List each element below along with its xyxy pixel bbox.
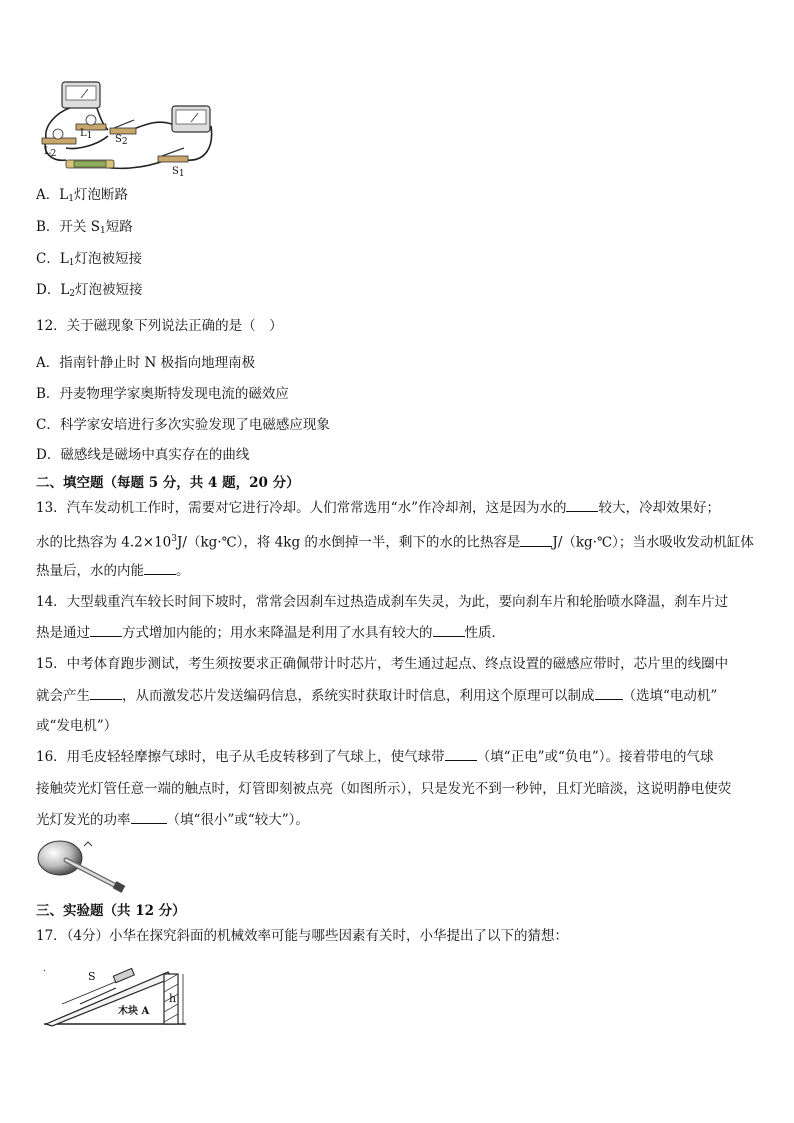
incline-figure — [40, 960, 190, 1030]
q12-stem: 12．关于磁现象下列说法正确的是（ ） — [36, 318, 283, 334]
q12-option-d: D．磁感线是磁场中真实存在的曲线 — [36, 447, 250, 463]
circuit-figure — [36, 76, 216, 182]
q11-option-a: A．$L_1$灯泡断路 — [36, 187, 128, 204]
incline-label-block: 木块 A — [118, 1006, 150, 1017]
q16-line-1: 16．用毛皮轻轻摩擦气球时，电子从毛皮转移到了气球上，使气球带 （填“正电”或“负电”）。接着带电的气球 — [36, 749, 714, 765]
q12-option-c: C．科学家安培进行多次实验发现了电磁感应现象 — [36, 417, 330, 433]
q15-blank-2[interactable] — [595, 687, 623, 700]
incline-label-s: S — [88, 970, 96, 983]
q14-line-2: 热是通过 方式增加内能的；用水来降温是利用了水具有较大的 性质． — [36, 625, 505, 641]
q13-blank-3[interactable] — [144, 562, 176, 575]
q12-option-b: B．丹麦物理学家奥斯特发现电流的磁效应 — [36, 386, 289, 402]
q11-option-d: D．$L_2$灯泡被短接 — [36, 282, 143, 299]
balloon-tube-figure — [36, 838, 132, 896]
q11-option-c: C．$L_1$灯泡被短接 — [36, 251, 143, 268]
q15-line-1: 15．中考体育跑步测试，考生须按要求正确佩带计时芯片，考生通过起点、终点设置的磁感应带时，芯片里的线圈中 — [36, 656, 729, 672]
section-heading-fill-in: 二、填空题（每题 5 分，共 4 题，20 分） — [36, 475, 300, 491]
q13-blank-2[interactable] — [520, 534, 552, 547]
q13-line-2: 水的比热容为 $4.2\times 10^3J/(kg\cdot℃)$，将 4kg 的水倒掉一半，剩下的水的比热容是 J/（kg·℃）；当水吸收发动机缸体 — [36, 534, 754, 551]
label-s2: $S_2$ — [115, 134, 128, 147]
label-l1: $L_1$ — [80, 128, 93, 141]
q13-line-1: 13．汽车发动机工作时，需要对它进行冷却。人们常常选用“水”作冷却剂，这是因为水的 较大，冷却效果好； — [36, 500, 720, 516]
q11-option-b: B．开关 $S_1$短路 — [36, 219, 133, 236]
q16-blank-1[interactable] — [445, 748, 477, 761]
q13-line-3: 热量后，水的内能 。 — [36, 563, 190, 579]
q14-blank-2[interactable] — [433, 624, 465, 637]
label-s1: $S_1$ — [172, 166, 185, 179]
q16-line-3: 光灯发光的功率 （填“很小”或“较大”）。 — [36, 812, 309, 828]
section-heading-experiment: 三、实验题（共 12 分） — [36, 903, 186, 919]
q16-blank-2[interactable] — [131, 811, 167, 824]
q14-blank-1[interactable] — [90, 624, 122, 637]
q15-line-3: 或“发电机”） — [36, 718, 118, 734]
label-l2: $L_2$ — [44, 146, 57, 159]
q15-line-2: 就会产生 ，从而激发芯片发送编码信息，系统实时获取计时信息，利用这个原理可以制成 （选填“电动机” — [36, 688, 718, 704]
q17-line-1: 17．（4分）小华在探究斜面的机械效率可能与哪些因素有关时，小华提出了以下的猜想： — [36, 928, 569, 944]
q16-line-2: 接触荧光灯管任意一端的触点时，灯管即刻被点亮（如图所示），只是发光不到一秒钟，且灯光暗淡，这说明静电使荧 — [36, 781, 732, 797]
q14-line-1: 14．大型载重汽车较长时间下坡时，常常会因刹车过热造成刹车失灵，为此，要向刹车片和轮胎喷水降温，刹车片过 — [36, 594, 729, 610]
q12-option-a: A．指南针静止时 N 极指向地理南极 — [36, 355, 256, 371]
q13-blank-1[interactable] — [566, 499, 598, 512]
q15-blank-1[interactable] — [90, 687, 122, 700]
incline-label-h: h — [169, 992, 177, 1005]
